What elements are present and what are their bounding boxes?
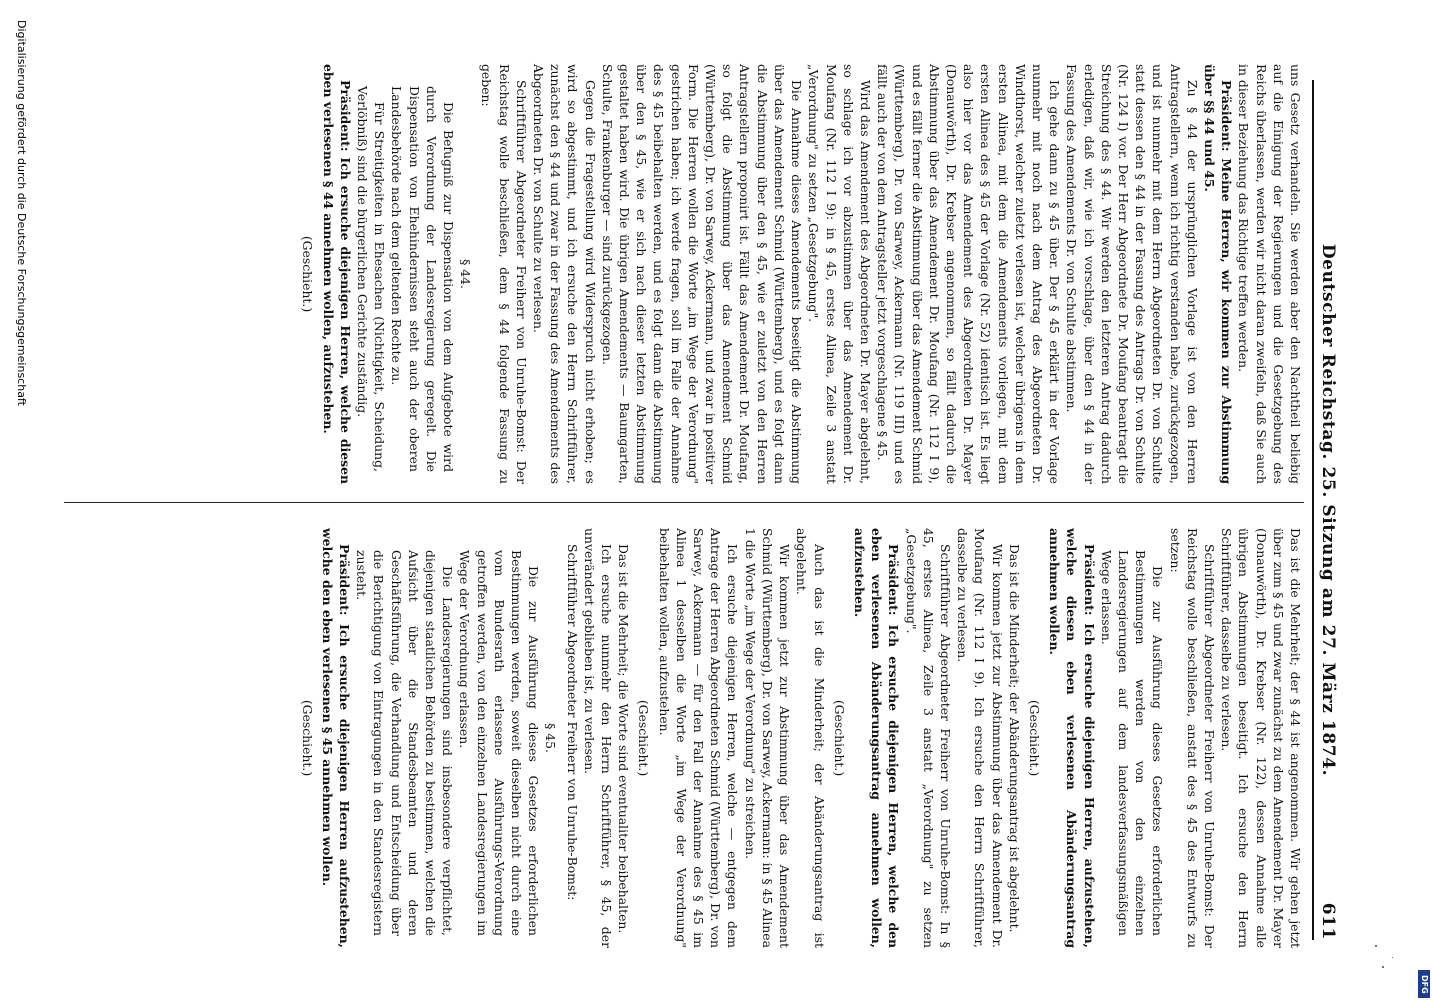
right-paragraph: Das ist die Minderheit; der Abänderungsantrag ist abgelehnt. <box>1006 544 1022 933</box>
left-president-statement: Präsident: Ich ersuche diejenigen Herren, welche diesen eben verlesenen § 44 annehmen wollen, aufzustehen. <box>320 64 353 484</box>
right-paragraph: Schriftführer Abgeordneter Freiherr von Unruhe-Bomst: <box>564 544 580 901</box>
scan-speck <box>1382 966 1384 968</box>
left-paragraph: Die Annahme dieses Amendements beseitigt die Abstimmung über das Amendement Schmid (Württemberg), und es folgt dann die Abstimmung über den § 45, wie er zuletzt von den Herren Antragstellern proponirt ist. Fällt das Amendement Dr. Moufang, so folgt die Abstimmung über das Amendement Schmid (Württemberg), Dr. von Sarwey, Ackermann, und zwar in positiver Form. Die Herren wollen die Worte „im Wege der Verordnung" gestrichen haben; ich werde fragen, soll im Falle der Annahme des § 45 beibehalten werden, und es folgt dann die Abstimmung über den § 45, wie er sich nach dieser letzten Abstimmung gestaltet haben wird. Die übrigen Amendements — Baumgarten, Schulte, Frankenburger — sind zurückgezogen. <box>599 64 805 484</box>
right-annotation: (Geschieht.) <box>636 699 652 777</box>
page-header <box>1312 80 1340 940</box>
right-paragraph: Wir kommen jetzt zur Abstimmung über das Amendement Dr. Moufang (Nr. 112 I 9). Ich ersuche den Herrn Schriftführer, dasselbe zu verlesen. <box>955 528 1005 948</box>
right-president-statement: Präsident: Ich ersuche diejenigen Herren, aufzustehen, welche diesen eben verlesenen Abänderungsantrag annehmen wollen. <box>1047 528 1097 948</box>
right-paragraph: Auch das ist die Minderheit; der Abänderungsantrag ist abgelehnt. <box>794 528 827 948</box>
running-title: Deutscher Reichstag. 25. Sitzung am 27. März 1874. <box>1318 243 1338 777</box>
credit-text: Digitalisierung gefördert durch die Deutsche Forschungsgemeinschaft <box>15 20 28 406</box>
column-divider <box>64 502 1304 503</box>
page-number: 611 <box>1318 902 1338 940</box>
dfg-logo <box>1418 970 1430 998</box>
right-paragraph: Schriftführer Abgeordneter Freiherr von Unruhe-Bomst: Der Reichstag wolle beschließen, anstatt des § 45 des Entwurfs zu setzen: <box>1167 528 1217 948</box>
left-paragraph: Zu § 44 der ursprünglichen Vorlage ist von den Herren Antragstellern, wenn ich richtig verstanden habe, zurückgezogen, und ist nunmehr mit dem Herrn Abgeordneten Dr. von Schulte statt dessen den § 44 in der Fassung des Antrags Dr. von Schulte (Nr. 124 I) vor. Der Herr Abgeordnete Dr. Moufang beantragt die Streichung des § 44. Wir werden den letzteren Antrag dadurch erledigen, daß wir, wie ich vorschlage, über den § 44 in der Fassung des Amendements Dr. von Schulte abstimmen. <box>1064 64 1200 484</box>
left-quoted-text: Für Streitigkeiten in Ehesachen (Nichtigkeit, Scheidung, Verlöbniß) sind die bürgerlichen Gerichte zuständig. <box>355 86 388 472</box>
right-paragraph: Ich ersuche diejenigen Herren, welche — entgegen dem Antrage der Herren Abgeordneten Schmid (Württemberg), Dr. von Sarwey, Ackermann — für den Fall der Annahme des § 45 im Alinea 1 desselben die Worte „im Wege der Verordnung" beibehalten wollen, aufzustehen. <box>656 528 741 948</box>
right-president-statement: Präsident: Ich ersuche diejenigen Herren, welche den eben verlesenen Abänderungsantrag annehmen wollen, aufzustehen. <box>851 528 902 948</box>
right-annotation: (Geschieht.) <box>299 699 315 777</box>
left-president-statement: Präsident: Meine Herren, wir kommen zur Abstimmung über §§ 44 und 45. <box>1201 64 1235 484</box>
right-annotation: (Geschieht.) <box>1026 699 1042 777</box>
right-paragraph: Wir kommen jetzt zur Abstimmung über das Amendement Schmid (Württemberg), Dr. von Sarwey, Ackermann: in § 45 Alinea 1 die Worte „im Wege der Verordnung" zu streichen. <box>742 528 793 948</box>
left-annotation: (Geschieht.) <box>300 235 316 313</box>
left-paragraph: Gegen die Fragestellung wird Widerspruch nicht erhoben; es wird so abgestimmt, und ich ersuche den Herrn Schriftführer, zunächst den § 44 und zwar in der Fassung des Amendements des Abgeordneten Dr. von Schulte zu verlesen. <box>531 64 598 484</box>
dfg-logo-text: DFG <box>1420 974 1429 994</box>
right-paragraph: Schriftführer Abgeordneter Freiherr von Unruhe-Bomst: In § 45, erstes Alinea, Zeile 3 anstatt „Verordnung" zu setzen „Gesetzgebung". <box>903 528 953 948</box>
left-paragraph: Wird das Amendement des Abgeordneten Dr. Mayer abgelehnt, so schlage ich vor abzustimmen über das Amendement Dr. Moufang (Nr. 112 I 9): in § 45, erstes Alinea, Zeile 3 anstatt „Verordnung" zu setzen „Gesetzgebung". <box>806 64 873 484</box>
left-paragraph: Ich gehe dann zu § 45 über. Der § 45 erklärt in der Vorlage nunmehr mit noch nach dem Antrag des Abgeordneten Dr. Windthorst, welcher zuletzt verlesen ist, welcher übrigens in dem ersten Alinea, mit dem die Amendements vorliegen, mit dem ersten Alinea des § 45 der Vorlage (Nr. 52) identisch ist. Es liegt also hier vor das Amendement des Abgeordneten Dr. Mayer (Donauwörth), Dr. Krebser angenommen, so fällt dadurch die Abstimmung über das Amendement Dr. Moufang (Nr. 112 I 9), und es fällt ferner die Abstimmung über das Amendement Schmid (Württemberg), Dr. von Sarwey, Ackermann (Nr. 119 III) und es fällt auch der von dem Antragsteller jetzt vorgeschlagene § 45. <box>875 64 1063 484</box>
left-paragraph: uns Gesetz verhandeln. Sie werden aber den Nachtheil beliebig auf die Einigung der Regierungen und die Gesetzgebung des Reichs überlassen, werden wir nicht daran zweifeln, daß Sie auch in dieser Beziehung das Richtige treffen werden. <box>1236 64 1303 484</box>
right-paragraph: Das ist die Mehrheit; die Worte sind eventualiter beibehalten. <box>616 544 632 934</box>
right-section-heading: § 45. <box>543 723 559 753</box>
right-annotation: (Geschieht.) <box>831 699 847 777</box>
digitization-credit <box>15 20 28 406</box>
right-text-column <box>295 528 1304 948</box>
right-quoted-text: Die zur Ausführung dieses Gesetzes erforderlichen Bestimmungen werden von den einzelnen Landesregierungen auf dem landesverfassungsmäßigen Wege erlassen. <box>1098 550 1166 936</box>
scan-speck <box>1375 945 1377 947</box>
right-president-statement: Präsident: Ich ersuche diejenigen Herren aufzustehen, welche den eben verlesenen § 45 annehmen wollen. <box>319 528 353 948</box>
left-paragraph: Schriftführer Abgeordneter Freiherr von Unruhe-Bomst: Der Reichstag wolle beschließen, dem § 44 folgende Fassung zu geben: <box>479 64 529 484</box>
left-text-column <box>296 64 1304 484</box>
left-section-heading: § 44. <box>458 259 474 289</box>
right-quoted-text: Die zur Ausführung dieses Gesetzes erforderlichen Bestimmungen werden, soweit dieselben nicht durch eine vom Bundesrath erlassene Ausführungs-Verordnung getroffen werden, von den einzelnen Landesregierungen im Wege der Verordnung erlassen. <box>457 550 542 936</box>
right-paragraph: Ich ersuche nunmehr den Herrn Schriftführer, § 45, der unverändert geblieben ist, zu verlesen. <box>581 528 615 948</box>
scan-speck <box>1392 957 1393 958</box>
right-quoted-text: Die Landesregierungen sind insbesondere verpflichtet, diejenigen staatlichen Behörden zu bestimmen, welchen die Aufsicht über die Standesbeamten und deren Geschäftsführung, die Verhandlung und Entscheidung über die Berichtigung von Eintragungen in den Standesregistern zusteht. <box>354 550 456 936</box>
left-quoted-text: Die Befugniß zur Dispensation von dem Aufgebote wird durch Verordnung der Landesregierung geregelt. Die Dispensation von Ehehindernissen steht auch der oberen Landesbehörde nach dem geltenden Rechte zu. <box>389 86 457 472</box>
right-paragraph: Das ist die Mehrheit; der § 44 ist angenommen. Wir gehen jetzt über zum § 45 und zwar zunächst zu dem Amendement Dr. Mayer (Donauwörth), Dr. Krebser (Nr. 122), dessen Annahme alle übrigen Abstimmungen beseitigt. Ich ersuche den Herrn Schriftführer, dasselbe zu verlesen. <box>1219 528 1303 948</box>
